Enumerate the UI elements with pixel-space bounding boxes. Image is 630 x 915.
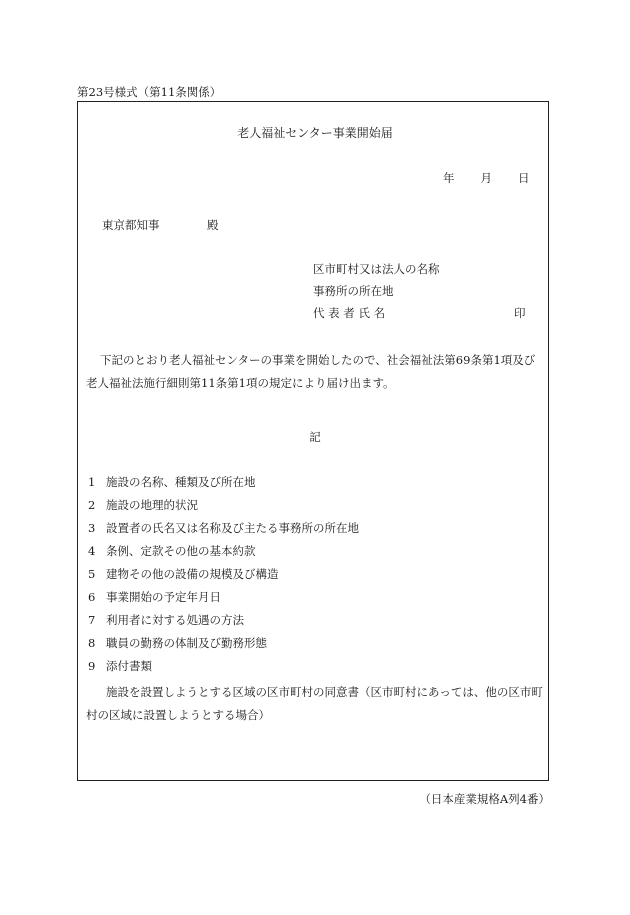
- item-text: 施設の地理的状況: [106, 498, 198, 512]
- list-item: [88, 566, 279, 582]
- applicant-representative-line: 代 表 者 氏 名: [313, 306, 386, 320]
- item-number: 2: [88, 498, 96, 512]
- ki-heading: 記: [309, 430, 321, 444]
- list-item: [88, 497, 198, 513]
- applicant-name-line: 区市町村又は法人の名称: [313, 262, 440, 276]
- item-number: 4: [88, 544, 96, 558]
- item-number: 5: [88, 567, 96, 581]
- date-month-label: 月: [480, 171, 492, 185]
- item-text: 添付書類: [106, 659, 152, 673]
- list-item: [88, 635, 267, 651]
- attachment-note: [86, 681, 544, 727]
- seal-mark: 印: [514, 306, 526, 320]
- item-number: 1: [88, 475, 96, 489]
- addressee: 東京都知事: [102, 218, 160, 232]
- item-text: 職員の勤務の体制及び勤務形態: [106, 636, 267, 650]
- form-title: 老人福祉センター事業開始届: [237, 126, 393, 140]
- item-number: 9: [88, 659, 96, 673]
- form-number: 第23号様式（第11条関係）: [77, 85, 222, 99]
- paper-standard-note: （日本産業規格A列4番）: [419, 792, 550, 806]
- list-item: [88, 543, 256, 559]
- list-item: [88, 520, 359, 536]
- item-text: 条例、定款その他の基本約款: [106, 544, 256, 558]
- attachment-note-text: 施設を設置しようとする区域の区市町村の同意書（区市町村にあっては、他の区市町村の区域に設置しようとする場合）: [86, 685, 543, 722]
- item-text: 施設の名称、種類及び所在地: [106, 475, 256, 489]
- list-item: [88, 658, 152, 674]
- date-fields: [443, 170, 530, 186]
- date-day-label: 日: [518, 171, 530, 185]
- item-number: 7: [88, 613, 96, 627]
- body-paragraph: [86, 349, 542, 395]
- item-text: 建物その他の設備の規模及び構造: [106, 567, 279, 581]
- item-number: 3: [88, 521, 96, 535]
- item-text: 利用者に対する処遇の方法: [106, 613, 244, 627]
- item-text: 設置者の氏名又は名称及び主たる事務所の所在地: [106, 521, 359, 535]
- body-text: 下記のとおり老人福祉センターの事業を開始したので、社会福祉法第69条第1項及び老人福祉法施行細則第11条第1項の規定により届け出ます。: [86, 353, 536, 390]
- applicant-address-line: 事務所の所在地: [313, 284, 394, 298]
- list-item: [88, 589, 221, 605]
- item-text: 事業開始の予定年月日: [106, 590, 221, 604]
- item-number: 6: [88, 590, 96, 604]
- list-item: [88, 612, 244, 628]
- list-item: [88, 474, 256, 490]
- item-number: 8: [88, 636, 96, 650]
- date-year-label: 年: [443, 171, 455, 185]
- honorific: 殿: [207, 218, 219, 232]
